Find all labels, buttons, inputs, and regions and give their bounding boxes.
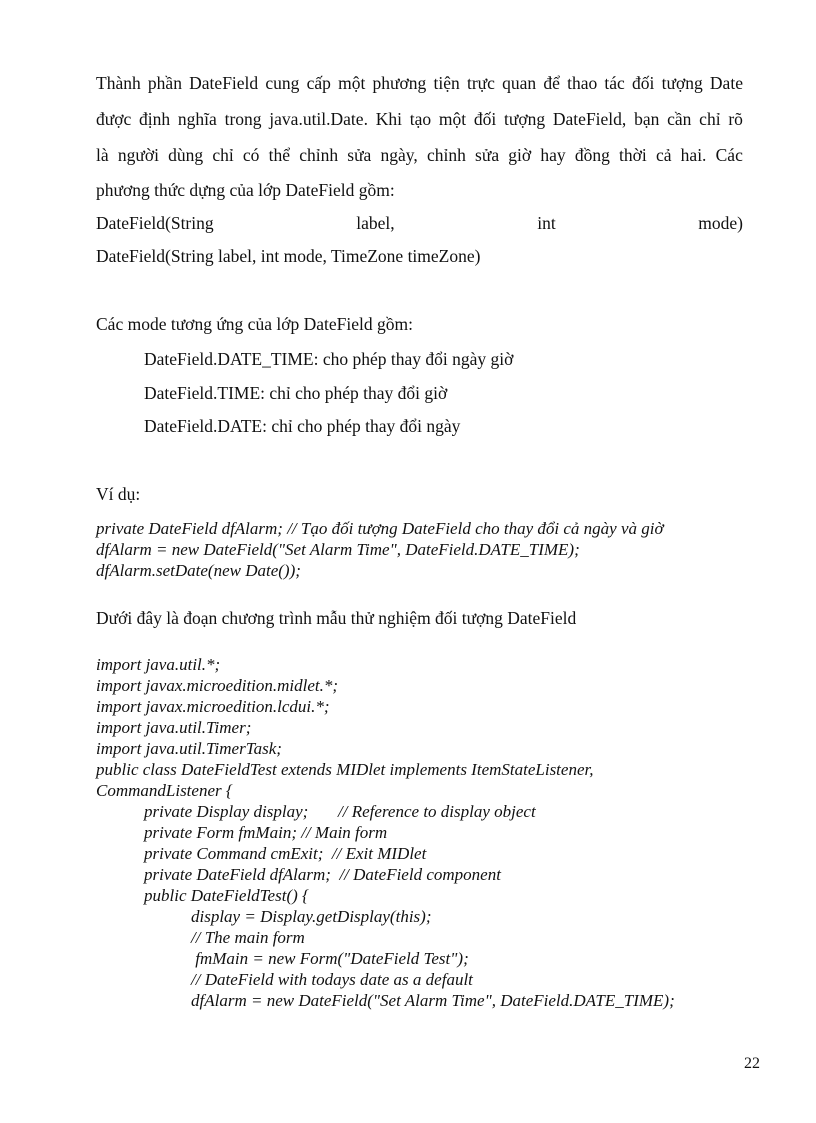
word: trong	[224, 109, 262, 129]
sample-code-line: import javax.microedition.midlet.*;	[96, 676, 339, 695]
word: hai.	[680, 145, 707, 165]
sample-code-line: private Display display; // Reference to display object	[144, 802, 536, 821]
sample-code-line: private DateField dfAlarm; // DateField component	[144, 865, 501, 884]
mode-item: DateField.DATE: chỉ cho phép thay đổi ngày	[144, 416, 461, 436]
example-code-line: dfAlarm = new DateField("Set Alarm Time", DateField.DATE_TIME);	[96, 540, 580, 559]
sample-heading: Dưới đây là đoạn chương trình mẫu thử nghiệm đối tượng DateField	[96, 608, 577, 628]
word: tượng	[504, 109, 546, 129]
sample-code-line: // DateField with todays date as a default	[191, 970, 473, 989]
word: tạo	[409, 109, 432, 129]
constructor-1-part: int	[537, 213, 556, 233]
word: để	[543, 73, 560, 93]
sample-code-line: import java.util.*;	[96, 655, 221, 674]
word: phần	[147, 73, 182, 93]
example-heading: Ví dụ:	[96, 484, 141, 504]
sample-code-line: fmMain = new Form("DateField Test");	[191, 949, 469, 968]
sample-code-line: private Command cmExit; // Exit MIDlet	[144, 844, 427, 863]
sample-code-line: // The main form	[191, 928, 305, 947]
word: cần	[667, 109, 692, 129]
word: thời	[619, 145, 647, 165]
word: được	[96, 109, 132, 129]
example-code-line: private DateField dfAlarm; // Tạo đối tượng DateField cho thay đổi cả ngày và giờ	[96, 519, 664, 538]
word: phương	[372, 73, 427, 93]
intro-line-4: phương thức dựng của lớp DateField gồm:	[96, 180, 395, 200]
word: Khi	[375, 109, 402, 129]
word: một	[338, 73, 366, 93]
page-number: 22	[744, 1055, 760, 1072]
word: thể	[268, 145, 290, 165]
word: tiện	[433, 73, 460, 93]
constructor-1	[96, 213, 743, 233]
word: DateField	[189, 73, 259, 93]
sample-code-line: public DateFieldTest() {	[144, 886, 309, 905]
word: rõ	[728, 109, 743, 129]
sample-code-line: import java.util.TimerTask;	[96, 739, 282, 758]
word: giờ	[508, 145, 532, 165]
word: đối	[473, 109, 497, 129]
word: một	[438, 109, 467, 129]
sample-code-line: CommandListener {	[96, 781, 233, 800]
mode-item: DateField.TIME: chỉ cho phép thay đổi giờ	[144, 383, 448, 403]
word: sửa	[475, 145, 500, 165]
sample-code-line: display = Display.getDisplay(this);	[191, 907, 432, 926]
intro-line-3	[96, 145, 743, 165]
word: đối	[632, 73, 655, 93]
word: ngày,	[380, 145, 418, 165]
word: dùng	[168, 145, 204, 165]
constructor-2: DateField(String label, int mode, TimeZone timeZone)	[96, 246, 481, 266]
word: Date	[709, 73, 743, 93]
word: chỉnh	[299, 145, 339, 165]
word: cả	[655, 145, 672, 165]
word: sửa	[347, 145, 372, 165]
constructor-1-part: label,	[356, 213, 395, 233]
word: cung	[265, 73, 300, 93]
constructor-1-part: mode)	[698, 213, 743, 233]
word: nghĩa	[177, 109, 217, 129]
word: trực	[466, 73, 495, 93]
sample-code-line: dfAlarm = new DateField("Set Alarm Time", DateField.DATE_TIME);	[191, 991, 675, 1010]
constructor-1-part: DateField(String	[96, 213, 214, 233]
word: DateField,	[552, 109, 627, 129]
intro-line-2	[96, 109, 743, 129]
word: Các	[715, 145, 743, 165]
word: hay	[540, 145, 566, 165]
word: chỉnh	[426, 145, 466, 165]
modes-heading: Các mode tương ứng của lớp DateField gồm:	[96, 314, 413, 334]
word: quan	[502, 73, 537, 93]
word: Thành	[96, 73, 141, 93]
word: đồng	[574, 145, 610, 165]
word: người	[117, 145, 159, 165]
word: định	[139, 109, 171, 129]
word: cấp	[306, 73, 331, 93]
example-code-line: dfAlarm.setDate(new Date());	[96, 561, 301, 580]
word: thao	[567, 73, 598, 93]
mode-item: DateField.DATE_TIME: cho phép thay đổi ngày giờ	[144, 349, 514, 369]
word: là	[96, 145, 109, 165]
sample-code-line: public class DateFieldTest extends MIDlet implements ItemStateListener,	[96, 760, 594, 779]
word: chỉ	[699, 109, 721, 129]
sample-code-line: import javax.microedition.lcdui.*;	[96, 697, 330, 716]
word: tác	[604, 73, 625, 93]
sample-code-line: import java.util.Timer;	[96, 718, 252, 737]
intro-line-1	[96, 73, 743, 93]
word: có	[242, 145, 260, 165]
word: bạn	[634, 109, 660, 129]
sample-code-line: private Form fmMain; // Main form	[144, 823, 388, 842]
word: tượng	[661, 73, 703, 93]
word: java.util.Date.	[269, 109, 368, 129]
word: chỉ	[212, 145, 234, 165]
